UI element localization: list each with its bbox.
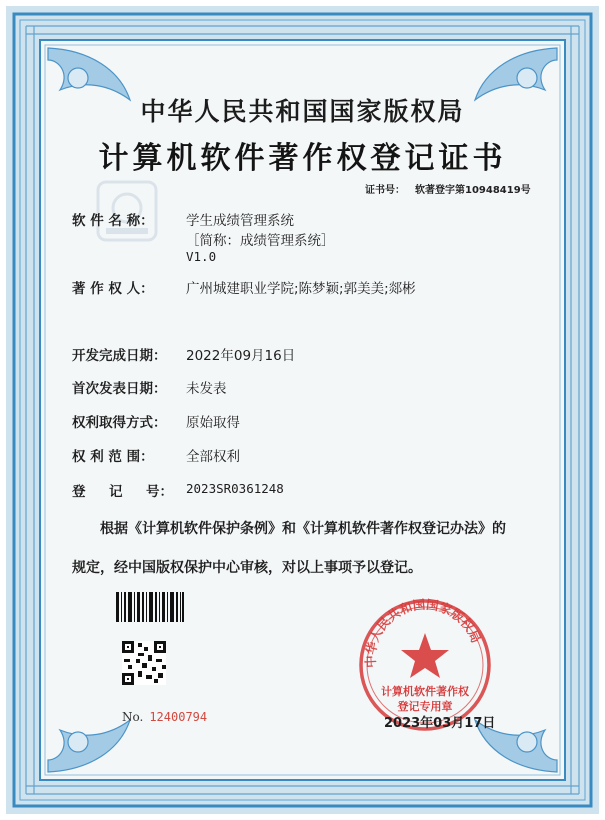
reg-no-label: 登 记 号： xyxy=(72,484,173,500)
publish-date-label: 首次发表日期： xyxy=(72,381,167,397)
star-icon xyxy=(401,633,449,678)
cert-no-value: 软著登字第10948419号 xyxy=(415,185,531,196)
acquire-label: 权利取得方式： xyxy=(72,415,167,431)
software-version: V1.0 xyxy=(186,249,217,264)
scope-label: 权 利 范 围： xyxy=(72,449,154,465)
serial-no-value: 12400794 xyxy=(149,710,208,724)
cert-no-label: 证书号： xyxy=(365,185,405,196)
serial-number xyxy=(122,710,207,724)
statement-line-2: 规定，经中国版权保护中心审核，对以上事项予以登记。 xyxy=(72,560,422,576)
software-name: 学生成绩管理系统 xyxy=(186,213,294,229)
owner-value: 广州城建职业学院;陈梦颖;郭美美;郯彬 xyxy=(186,281,416,297)
statement-line-1: 根据《计算机软件保护条例》和《计算机软件著作权登记办法》的 xyxy=(100,521,506,537)
seal-ring-text: 中华人民共和国国家版权局 xyxy=(362,596,484,669)
owner-label: 著 作 权 人： xyxy=(72,281,154,297)
certificate-number xyxy=(365,181,541,196)
certificate-title: 计算机软件著作权登记证书 xyxy=(98,141,507,176)
seal-inner-line-1: 计算机软件著作权 xyxy=(381,685,469,698)
seal-inner-line-2: 登记专用章 xyxy=(397,700,453,713)
scope-value: 全部权利 xyxy=(186,449,240,465)
software-short-name: ［简称：成绩管理系统］ xyxy=(186,233,335,249)
issuer-title: 中华人民共和国国家版权局 xyxy=(140,97,465,126)
acquire-value: 原始取得 xyxy=(186,415,240,431)
software-name-label: 软 件 名 称： xyxy=(72,213,154,229)
qr-code-icon xyxy=(122,641,166,685)
serial-no-label: No. xyxy=(122,710,144,724)
publish-date-value: 未发表 xyxy=(186,381,227,397)
barcode-icon xyxy=(116,592,184,622)
issue-date: 2023年03月17日 xyxy=(384,716,496,731)
dev-date-value: 2022年09月16日 xyxy=(186,348,296,364)
dev-date-label: 开发完成日期： xyxy=(72,348,167,364)
reg-no-value: 2023SR0361248 xyxy=(186,481,284,496)
